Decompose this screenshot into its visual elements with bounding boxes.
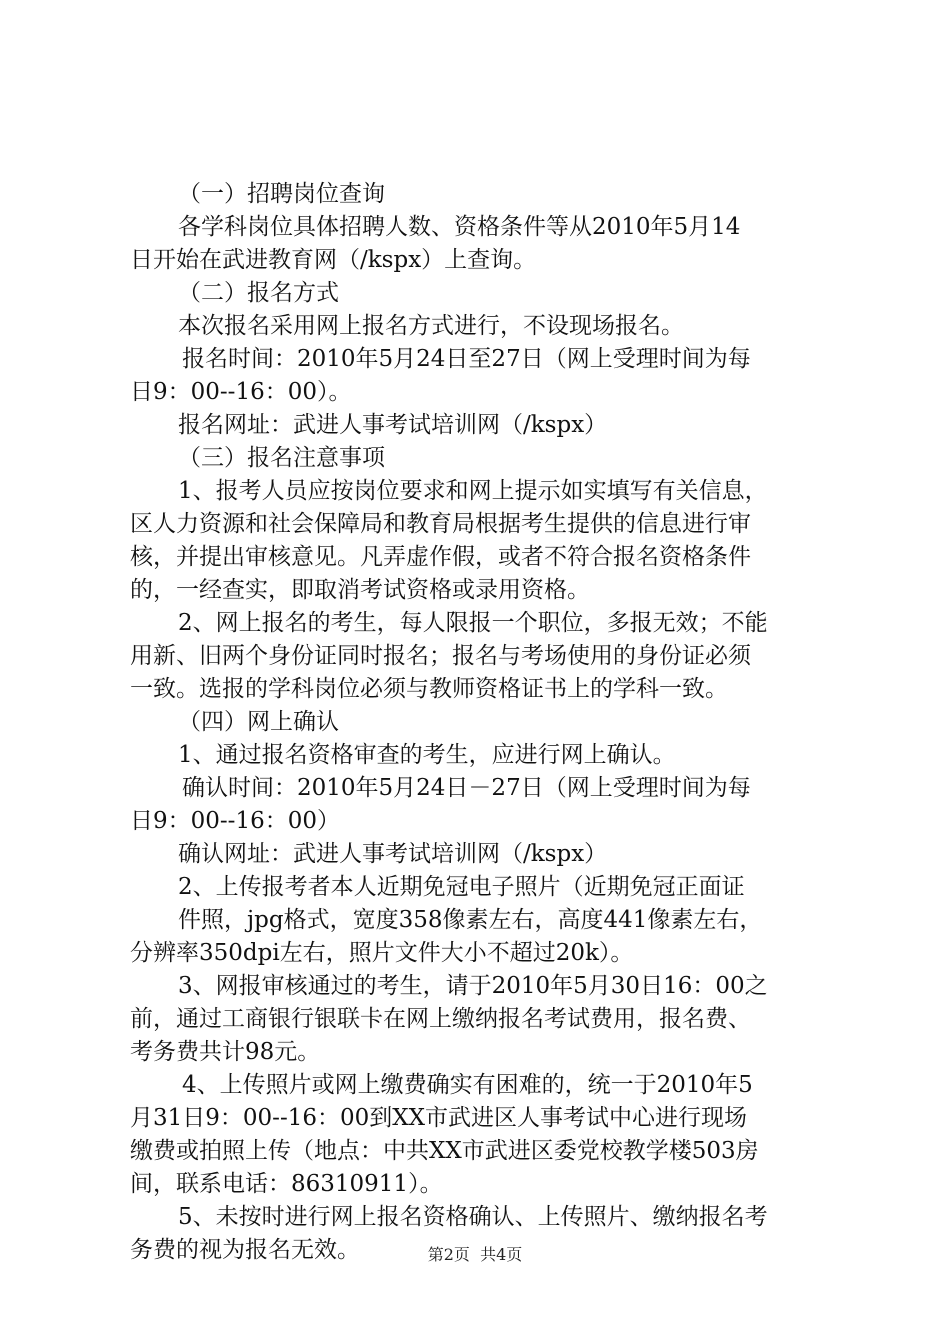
section-heading-notes: （三）报名注意事项	[178, 445, 385, 471]
page-number-total: 共4页	[480, 1245, 523, 1264]
paragraph-line: 考务费共计98元。	[130, 1039, 321, 1065]
paragraph-line: 本次报名采用网上报名方式进行，不设现场报名。	[178, 313, 684, 339]
paragraph-line: 件照，jpg格式，宽度358像素左右，高度441像素左右，	[178, 907, 763, 933]
paragraph-line: 2、网上报名的考生，每人限报一个职位，多报无效；不能	[178, 610, 768, 636]
paragraph-line: 缴费或拍照上传（地点：中共XX市武进区委党校教学楼503房	[130, 1138, 759, 1164]
paragraph-line: 确认网址：武进人事考试培训网（/kspx）	[178, 841, 608, 867]
paragraph-line: 3、网报审核通过的考生，请于2010年5月30日16：00之	[178, 973, 768, 999]
page-footer	[0, 1244, 950, 1266]
paragraph-line: 报名时间：2010年5月24日至27日（网上受理时间为每	[182, 346, 751, 372]
paragraph-line: 确认时间：2010年5月24日－27日（网上受理时间为每	[182, 775, 751, 801]
page-number-current: 第2页	[427, 1245, 470, 1264]
paragraph-line: 2、上传报考者本人近期免冠电子照片（近期免冠正面证	[178, 874, 745, 900]
paragraph-line: 月31日9：00--16：00到XX市武进区人事考试中心进行现场	[130, 1105, 747, 1131]
paragraph-line: 分辨率350dpi左右，照片文件大小不超过20k）。	[130, 940, 634, 966]
paragraph-line: 5、未按时进行网上报名资格确认、上传照片、缴纳报名考	[178, 1204, 768, 1230]
paragraph-line: 日9：00--16：00）。	[130, 379, 352, 405]
paragraph-line: 区人力资源和社会保障局和教育局根据考生提供的信息进行审	[130, 511, 751, 537]
paragraph-line: 1、通过报名资格审查的考生，应进行网上确认。	[178, 742, 676, 768]
paragraph-line: 1、报考人员应按岗位要求和网上提示如实填写有关信息，	[178, 478, 768, 504]
paragraph-line: 一致。选报的学科岗位必须与教师资格证书上的学科一致。	[130, 676, 728, 702]
footer-spacer	[470, 1245, 480, 1264]
paragraph-line: 4、上传照片或网上缴费确实有困难的，统一于2010年5	[182, 1072, 753, 1098]
paragraph-line: 的，一经查实，即取消考试资格或录用资格。	[130, 577, 590, 603]
paragraph-line: 前，通过工商银行银联卡在网上缴纳报名考试费用，报名费、	[130, 1006, 751, 1032]
paragraph-line: 核，并提出审核意见。凡弄虚作假，或者不符合报名资格条件	[130, 544, 751, 570]
section-heading-confirm: （四）网上确认	[178, 709, 339, 735]
paragraph-line: 日开始在武进教育网（/kspx）上查询。	[130, 247, 537, 273]
paragraph-line: 用新、旧两个身份证同时报名；报名与考场使用的身份证必须	[130, 643, 751, 669]
paragraph-line: 间，联系电话：86310911）。	[130, 1171, 443, 1197]
section-heading-method: （二）报名方式	[178, 280, 339, 306]
paragraph-line: 各学科岗位具体招聘人数、资格条件等从2010年5月14	[178, 214, 741, 240]
section-heading-positions: （一）招聘岗位查询	[178, 181, 385, 207]
paragraph-line: 务费的视为报名无效。	[130, 1237, 360, 1263]
paragraph-line: 日9：00--16：00）	[130, 808, 340, 834]
paragraph-line: 报名网址：武进人事考试培训网（/kspx）	[178, 412, 608, 438]
